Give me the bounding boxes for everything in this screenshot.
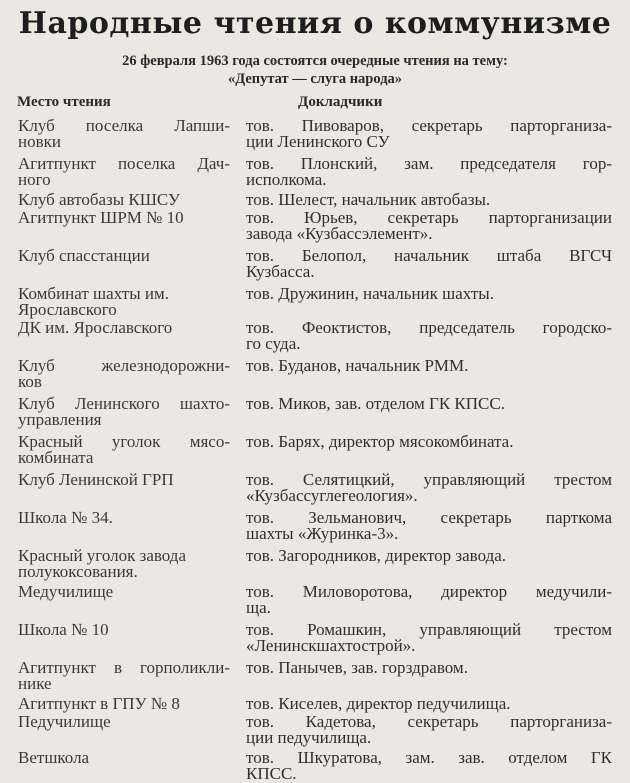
reading-place-line: комбината: [18, 447, 94, 467]
speaker-line: ща.: [246, 597, 271, 617]
speaker-line: завода «Кузбассэлемент».: [246, 223, 433, 243]
reading-place-line: полукоксования.: [18, 561, 138, 581]
speaker-line: тов. Панычев, зав. горздравом.: [246, 658, 468, 677]
reading-place-line: Комбинат шахты им.: [18, 284, 169, 303]
speaker: [246, 472, 612, 503]
reading-place-line: Школа № 10: [18, 620, 109, 639]
reading-place-line: новки: [18, 131, 61, 151]
reading-place-line: Клуб Ленинского шахто-: [18, 394, 230, 413]
speaker: [246, 156, 612, 187]
reading-place: [18, 210, 230, 226]
reading-place-line: Агитпункт в горполикли-: [18, 658, 230, 677]
reading-place-line: Агитпункт поселка Дач-: [18, 154, 230, 173]
reading-place: [18, 714, 230, 730]
reading-place-line: Клуб автобазы КШСУ: [18, 190, 181, 209]
speaker-line: шахты «Журинка-3».: [246, 523, 399, 543]
speaker-line: тов. Селятицкий, управляющий трестом: [246, 470, 612, 489]
speaker: [246, 750, 612, 781]
speaker: [246, 584, 612, 615]
reading-place: [18, 320, 230, 336]
reading-place-line: Агитпункт ШРМ № 10: [18, 208, 184, 227]
reading-place-line: Клуб поселка Лапши-: [18, 116, 230, 135]
reading-place-line: ДК им. Ярославского: [18, 318, 173, 337]
speaker: [246, 548, 612, 564]
reading-place: [18, 510, 230, 526]
reading-place-line: Педучилище: [18, 712, 111, 731]
speaker-line: тов. Юрьев, секретарь парторганизации: [246, 208, 612, 227]
speaker-line: тов. Шкуратова, зам. зав. отделом ГК: [246, 748, 612, 767]
reading-place-line: ного: [18, 169, 51, 189]
reading-place-line: Красный уголок мясо-: [18, 432, 230, 451]
subtitle-line-2: «Депутат — слуга народа»: [227, 71, 403, 87]
speaker: [246, 358, 612, 374]
speaker-line: КПСС.: [246, 763, 297, 783]
reading-place-line: Ярославского: [18, 299, 117, 319]
column-header-speakers: Докладчики: [298, 94, 383, 110]
speaker-line: тов. Миков, зав. отделом ГК КПСС.: [246, 394, 505, 413]
reading-place-line: Клуб железнодорожни-: [18, 356, 230, 375]
column-header-place: Место чтения: [17, 94, 111, 110]
reading-place-line: Ветшкола: [18, 748, 90, 767]
speaker-line: тов. Буданов, начальник РММ.: [246, 356, 469, 375]
speaker: [246, 622, 612, 653]
speaker: [246, 118, 612, 149]
speaker-line: тов. Кадетова, секретарь парторганиза-: [246, 712, 612, 731]
reading-place: [18, 358, 230, 389]
reading-place: [18, 434, 230, 465]
reading-place-line: Агитпункт в ГПУ № 8: [18, 694, 180, 713]
speaker: [246, 248, 612, 279]
speaker-line: «Кузбассуглегеология».: [246, 485, 418, 505]
speaker: [246, 434, 612, 450]
speaker: [246, 320, 612, 351]
speaker: [246, 510, 612, 541]
speaker: [246, 396, 612, 412]
reading-place: [18, 622, 230, 638]
speaker-line: тов. Дружинин, начальник шахты.: [246, 284, 494, 303]
speaker-line: тов. Загородников, директор завода.: [246, 546, 507, 565]
page-title: Народные чтения о коммунизме: [18, 6, 612, 41]
reading-place: [18, 696, 230, 712]
reading-place-line: Клуб Ленинской ГРП: [18, 470, 174, 489]
speaker-line: тов. Пивоваров, секретарь парторганиза-: [246, 116, 612, 135]
speaker-line: тов. Феоктистов, председатель городско-: [246, 318, 612, 337]
reading-place: [18, 660, 230, 691]
reading-place: [18, 750, 230, 766]
reading-place: [18, 584, 230, 600]
reading-place-line: ков: [18, 371, 42, 391]
reading-place-line: Клуб спасстанции: [18, 246, 150, 265]
reading-place: [18, 472, 230, 488]
speaker-line: тов. Миловоротова, директор медучили-: [246, 582, 612, 601]
speaker: [246, 714, 612, 745]
speaker-line: тов. Белопол, начальник штаба ВГСЧ: [246, 246, 612, 265]
speaker-line: ции Ленинского СУ: [246, 131, 390, 151]
speaker-line: го суда.: [246, 333, 301, 353]
speaker-line: тов. Шелест, начальник автобазы.: [246, 190, 491, 209]
speaker-line: тов. Ромашкин, управляющий трестом: [246, 620, 612, 639]
speaker-line: тов. Плонский, зам. председателя гор-: [246, 154, 612, 173]
reading-place: [18, 286, 230, 317]
speaker-line: ции педучилища.: [246, 727, 372, 747]
speaker-line: тов. Киселев, директор педучилища.: [246, 694, 511, 713]
reading-place-line: нике: [18, 673, 52, 693]
reading-place-line: Медучилище: [18, 582, 114, 601]
speaker: [246, 192, 612, 208]
reading-place-line: управления: [18, 409, 102, 429]
reading-place-line: Школа № 34.: [18, 508, 113, 527]
speaker-line: тов. Зельманович, секретарь парткома: [246, 508, 612, 527]
reading-place: [18, 118, 230, 149]
subtitle: [0, 52, 630, 88]
speaker: [246, 286, 612, 302]
reading-place-line: Красный уголок завода: [18, 546, 186, 565]
speaker: [246, 696, 612, 712]
speaker-line: исполкома.: [246, 169, 327, 189]
speaker: [246, 210, 612, 241]
speaker-line: Кузбасса.: [246, 261, 315, 281]
reading-place: [18, 248, 230, 264]
speaker-line: «Ленинскшахтострой».: [246, 635, 416, 655]
reading-place: [18, 396, 230, 427]
speaker: [246, 660, 612, 676]
reading-place: [18, 192, 230, 208]
speaker-line: тов. Барях, директор мясокомбината.: [246, 432, 514, 451]
reading-place: [18, 156, 230, 187]
subtitle-line-1: 26 февраля 1963 года состоятся очередные чтения на тему:: [122, 53, 508, 69]
reading-place: [18, 548, 230, 579]
